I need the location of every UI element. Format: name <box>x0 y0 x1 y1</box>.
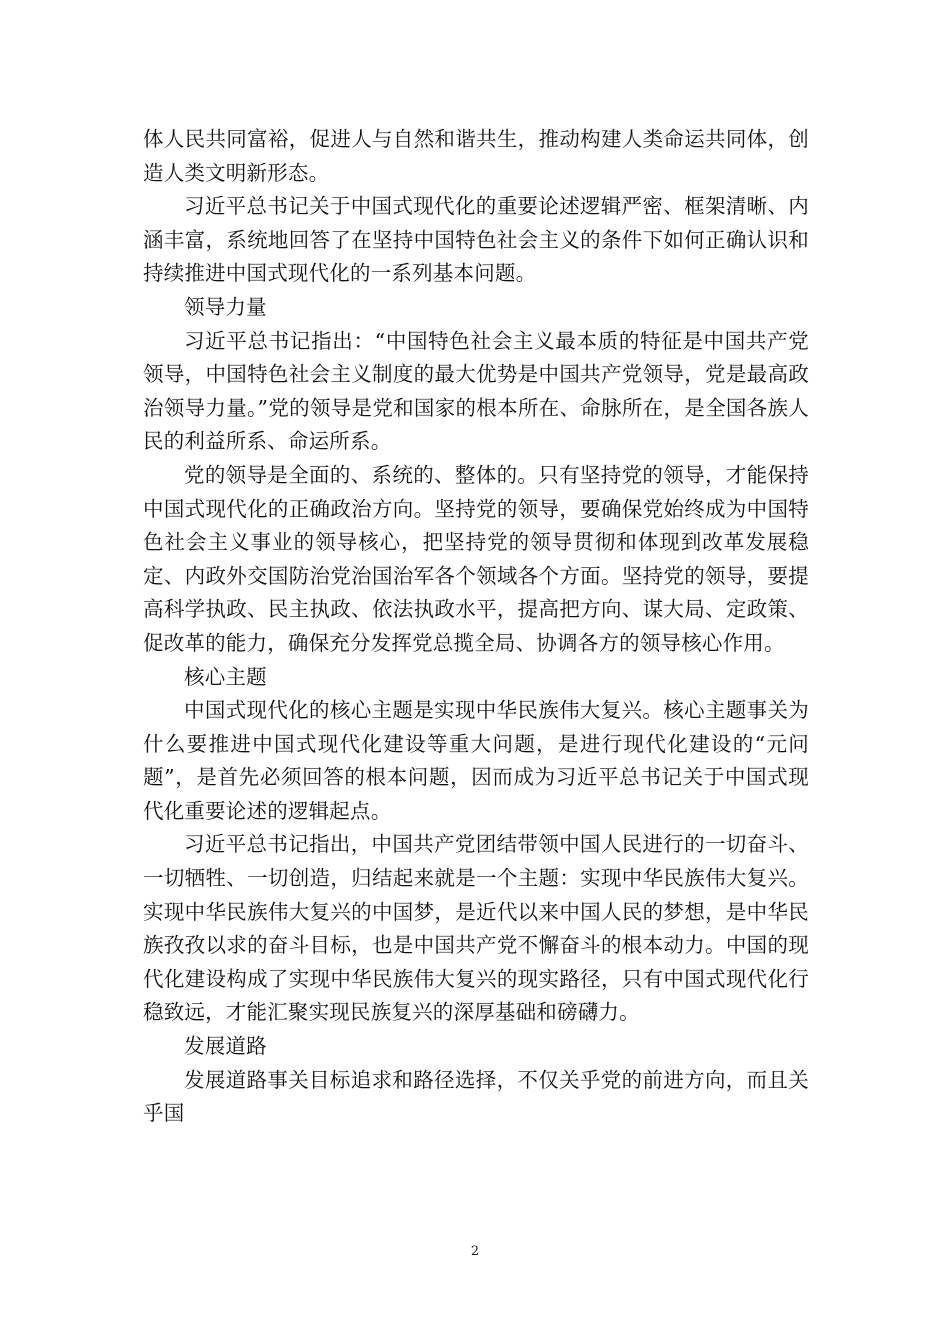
section-heading-development-path: 发展道路 <box>184 1034 267 1059</box>
section-heading-leadership: 领导力量 <box>184 294 267 319</box>
paragraph-rejuvenation: 习近平总书记指出，中国共产党团结带领中国人民进行的一切奋斗、一切牺牲、一切创造，归结起来就是一个主题：实现中华民族伟大复兴。实现中华民族伟大复兴的中国梦，是近代以来中国人民的梦想，是中华民族孜孜以求的奋斗目标，也是中国共产党不懈奋斗的根本动力。中国的现代化建设构成了实现中华民族伟大复兴的现实路径，只有中国式现代化行稳致远，才能汇聚实现民族复兴的深厚基础和磅礴力。 <box>143 832 809 1025</box>
paragraph-core-theme: 中国式现代化的核心主题是实现中华民族伟大复兴。核心主题事关为什么要推进中国式现代化建设等重大问题，是进行现代化建设的“元问题”，是首先必须回答的根本问题，因而成为习近平总书记关于中国式现代化重要论述的逻辑起点。 <box>143 698 809 823</box>
paragraph-leadership-detail: 党的领导是全面的、系统的、整体的。只有坚持党的领导，才能保持中国式现代化的正确政治方向。坚持党的领导，要确保党始终成为中国特色社会主义事业的领导核心，把坚持党的领导贯彻和体现到改革发展稳定、内政外交国防治党治国治军各个领域各个方面。坚持党的领导，要提高科学执政、民主执政、依法执政水平，提高把方向、谋大局、定政策、促改革的能力，确保充分发挥党总揽全局、协调各方的领导核心作用。 <box>143 462 809 655</box>
document-body <box>143 123 809 1131</box>
section-heading-core-theme: 核心主题 <box>184 664 267 689</box>
paragraph-leadership-quote: 习近平总书记指出：“中国特色社会主义最本质的特征是中国共产党领导，中国特色社会主义制度的最大优势是中国共产党领导，党是最高政治领导力量。”党的领导是党和国家的根本所在、命脉所在，是全国各族人民的利益所系、命运所系。 <box>143 328 809 454</box>
paragraph-continuation: 体人民共同富裕，促进人与自然和谐共生，推动构建人类命运共同体，创造人类文明新形态。 <box>143 127 809 185</box>
page-number: 2 <box>470 1244 480 1259</box>
paragraph-overview: 习近平总书记关于中国式现代化的重要论述逻辑严密、框架清晰、内涵丰富，系统地回答了在坚持中国特色社会主义的条件下如何正确认识和持续推进中国式现代化的一系列基本问题。 <box>143 194 809 286</box>
paragraph-development-path: 发展道路事关目标追求和路径选择，不仅关乎党的前进方向，而且关乎国 <box>143 1067 809 1126</box>
